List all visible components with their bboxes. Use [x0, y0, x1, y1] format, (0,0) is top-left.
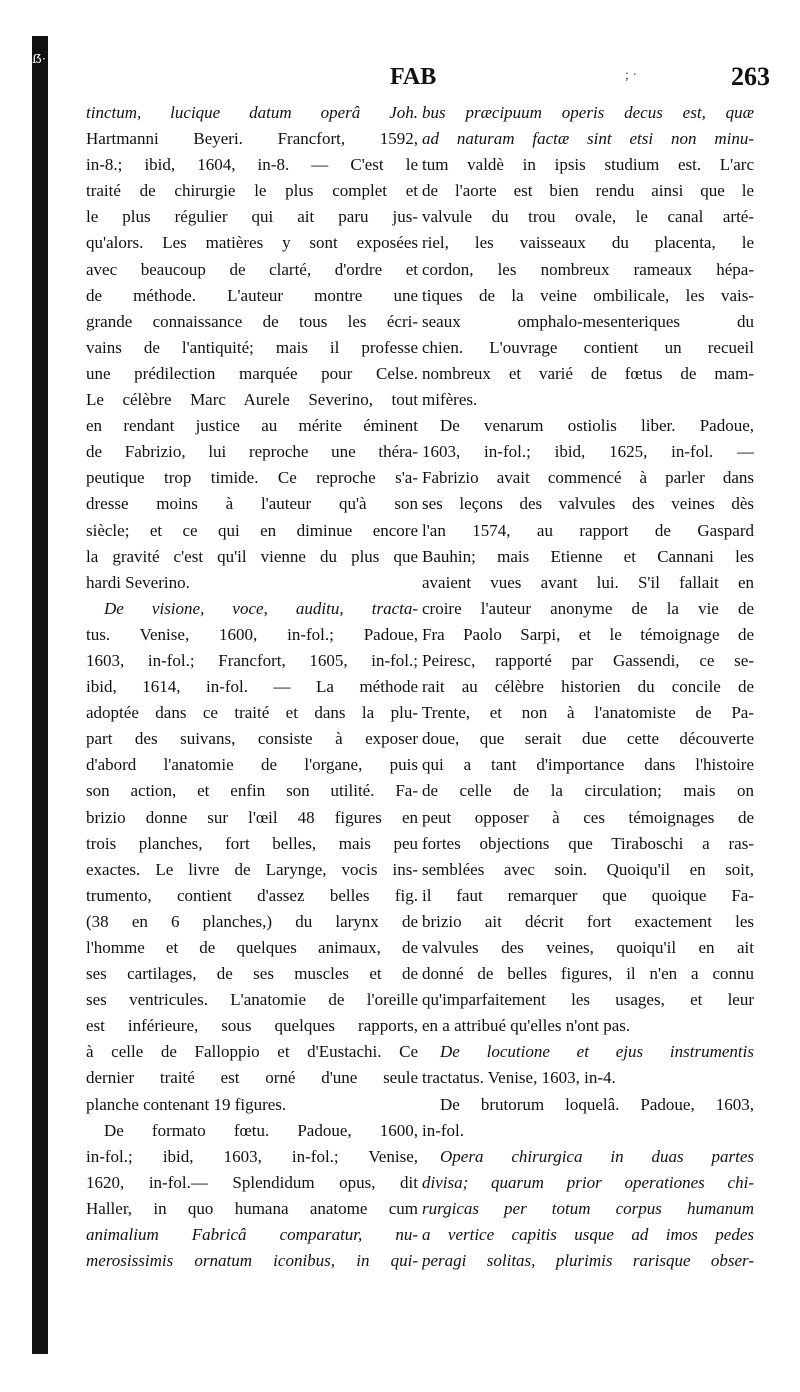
- text-line: Opera chirurgica in duas partes: [440, 1146, 754, 1166]
- text-line: ad naturam factæ sint etsi non minu-: [422, 129, 754, 149]
- scan-binding-edge: [32, 36, 48, 1354]
- left-text-column: [86, 100, 418, 1340]
- text-line: l'an 1574, au rapport de Gaspard: [422, 520, 754, 540]
- text-line: merosissimis ornatum iconibus, in qui-: [86, 1251, 418, 1271]
- text-line: ses leçons des valvules des veines dès: [422, 494, 754, 514]
- text-line: valvule du trou ovale, le canal arté-: [422, 207, 754, 227]
- text-line: in-fol.; ibid, 1603, in-fol.; Venise,: [86, 1146, 418, 1166]
- text-line: 1603, in-fol.; Francfort, 1605, in-fol.;: [86, 650, 418, 670]
- text-line: valvules des veines, quoiqu'il en ait: [422, 938, 754, 957]
- text-line: divisa; quarum prior operationes chi-: [422, 1172, 754, 1192]
- text-line: dresse moins à l'auteur qu'à son: [86, 494, 418, 514]
- text-line: la gravité c'est qu'il vienne du plus que: [86, 546, 418, 566]
- text-line: de méthode. L'auteur montre une: [86, 285, 418, 305]
- text-line: il faut remarquer que quoique Fa-: [422, 885, 754, 905]
- text-line: Fra Paolo Sarpi, et le témoignage de: [422, 624, 754, 644]
- text-line: d'abord l'anatomie de l'organe, puis: [86, 755, 418, 775]
- text-line: rurgicas per totum corpus humanum: [422, 1198, 754, 1218]
- text-line: animalium Fabricâ comparatur, nu-: [86, 1225, 418, 1245]
- text-line: Hartmanni Beyeri. Francfort, 1592,: [86, 129, 418, 149]
- text-line: avaient vues avant lui. S'il fallait en: [422, 572, 754, 592]
- text-line: en a attribué qu'elles n'ont pas.: [422, 1016, 631, 1036]
- text-line: in-fol.: [422, 1120, 465, 1140]
- text-line: dernier traité est orné d'une seule: [86, 1068, 418, 1088]
- text-line: planche contenant 19 figures.: [86, 1094, 287, 1114]
- text-line: De visione, voce, auditu, tracta-: [104, 598, 418, 618]
- text-line: doue, que serait due cette découverte: [422, 729, 754, 749]
- text-line: tinctum, lucique datum operâ Joh.: [86, 103, 418, 122]
- text-line: cordon, les nombreux rameaux hépa-: [422, 259, 754, 279]
- text-line: son action, et enfin son utilité. Fa-: [86, 781, 418, 801]
- right-text-column: [422, 100, 754, 1340]
- text-line: adoptée dans ce traité et dans la plu-: [86, 703, 418, 723]
- text-line: Haller, in quo humana anatome cum: [86, 1198, 418, 1218]
- text-line: in-8.; ibid, 1604, in-8. — C'est le: [86, 155, 418, 175]
- text-line: qu'alors. Les matières y sont exposées: [86, 233, 418, 253]
- text-line: (38 en 6 planches,) du larynx de: [86, 911, 418, 931]
- text-line: De venarum ostiolis liber. Padoue,: [440, 416, 754, 436]
- text-line: Le célèbre Marc Aurele Severino, tout: [86, 390, 418, 410]
- text-line: a vertice capitis usque ad imos pedes: [422, 1225, 754, 1245]
- text-line: peragi solitas, plurimis rarisque obser-: [422, 1251, 754, 1271]
- text-line: De brutorum loquelâ. Padoue, 1603,: [440, 1094, 754, 1114]
- text-line: tus. Venise, 1600, in-fol.; Padoue,: [86, 624, 418, 644]
- text-line: tum valdè in ipsis studium est. L'arc: [422, 155, 754, 175]
- page-number: 263: [731, 62, 770, 91]
- text-line: brizio donne sur l'œil 48 figures en: [86, 807, 418, 827]
- text-line: tractatus. Venise, 1603, in-4.: [422, 1068, 616, 1088]
- text-line: donné de belles figures, il n'en a connu: [422, 964, 754, 984]
- text-line: de Fabrizio, lui reproche une théra-: [86, 442, 418, 462]
- text-line: fortes objections que Tiraboschi a ras-: [422, 833, 754, 853]
- text-line: siècle; et ce qui en diminue encore: [86, 520, 418, 540]
- text-line: Bauhin; mais Etienne et Cannani les: [422, 546, 754, 566]
- stray-print-mark: ; ·: [625, 68, 638, 83]
- text-line: Trente, et non à l'anatomiste de Pa-: [422, 703, 754, 723]
- text-line: exactes. Le livre de Larynge, vocis ins-: [86, 859, 418, 879]
- text-line: l'homme et de quelques animaux, de: [86, 938, 418, 957]
- text-line: mifères.: [422, 390, 478, 410]
- text-line: chien. L'ouvrage contient un recueil: [422, 337, 754, 357]
- text-line: vains de l'antiquité; mais il professe: [86, 337, 418, 357]
- text-line: avec beaucoup de clarté, d'ordre et: [86, 259, 418, 279]
- text-line: une prédilection marquée pour Celse.: [86, 363, 418, 383]
- text-line: De formato fœtu. Padoue, 1600,: [104, 1120, 418, 1140]
- text-line: semblées avec soin. Quoiqu'il en soit,: [422, 859, 754, 879]
- text-line: part des suivans, consiste à exposer: [86, 729, 418, 749]
- text-line: rait au célèbre historien du concile de: [422, 677, 754, 697]
- text-line: seaux omphalo-mesenteriques du: [422, 311, 754, 331]
- text-line: grande connaissance de tous les écri-: [86, 311, 418, 331]
- text-line: 1603, in-fol.; ibid, 1625, in-fol. —: [422, 442, 754, 462]
- text-line: ibid, 1614, in-fol. — La méthode: [86, 677, 418, 697]
- text-line: Peiresc, rapporté par Gassendi, ce se-: [422, 650, 754, 670]
- text-line: nombreux et varié de fœtus de mam-: [422, 363, 754, 383]
- text-line: riel, les vaisseaux du placenta, le: [422, 233, 754, 253]
- text-line: peutique trop timide. Ce reproche s'a-: [86, 468, 418, 488]
- text-line: hardi Severino.: [86, 572, 190, 592]
- binding-edge-mark: ẞ·: [32, 52, 46, 66]
- text-line: qu'imparfaitement les usages, et leur: [422, 990, 754, 1010]
- text-line: brizio ait décrit fort exactement les: [422, 911, 754, 931]
- text-line: traité de chirurgie le plus complet et: [86, 181, 418, 201]
- text-line: qui a tant d'importance dans l'histoire: [422, 755, 754, 775]
- text-line: tiques de la veine ombilicale, les vais-: [422, 285, 754, 305]
- text-line: Fabrizio avait commencé à parler dans: [422, 468, 754, 488]
- text-line: 1620, in-fol.— Splendidum opus, dit: [86, 1172, 418, 1192]
- text-line: de celle de la circulation; mais on: [422, 781, 754, 801]
- text-line: de l'aorte est bien rendu ainsi que le: [422, 181, 754, 201]
- text-line: à celle de Falloppio et d'Eustachi. Ce: [86, 1042, 418, 1062]
- text-line: en rendant justice au mérite éminent: [86, 416, 418, 436]
- text-line: peut opposer à ces témoignages de: [422, 807, 754, 827]
- text-line: trumento, contient d'assez belles fig.: [86, 885, 418, 905]
- text-line: trois planches, fort belles, mais peu: [86, 833, 418, 853]
- running-title: FAB: [390, 64, 437, 90]
- text-line: ses ventricules. L'anatomie de l'oreille: [86, 990, 418, 1010]
- text-line: est inférieure, sous quelques rapports,: [86, 1016, 418, 1036]
- text-line: le plus régulier qui ait paru jus-: [86, 207, 418, 227]
- text-line: croire l'auteur anonyme de la vie de: [422, 598, 754, 618]
- text-line: ses cartilages, de ses muscles et de: [86, 964, 418, 984]
- text-line: De locutione et ejus instrumentis: [440, 1042, 754, 1062]
- text-line: bus præcipuum operis decus est, quæ: [422, 103, 754, 122]
